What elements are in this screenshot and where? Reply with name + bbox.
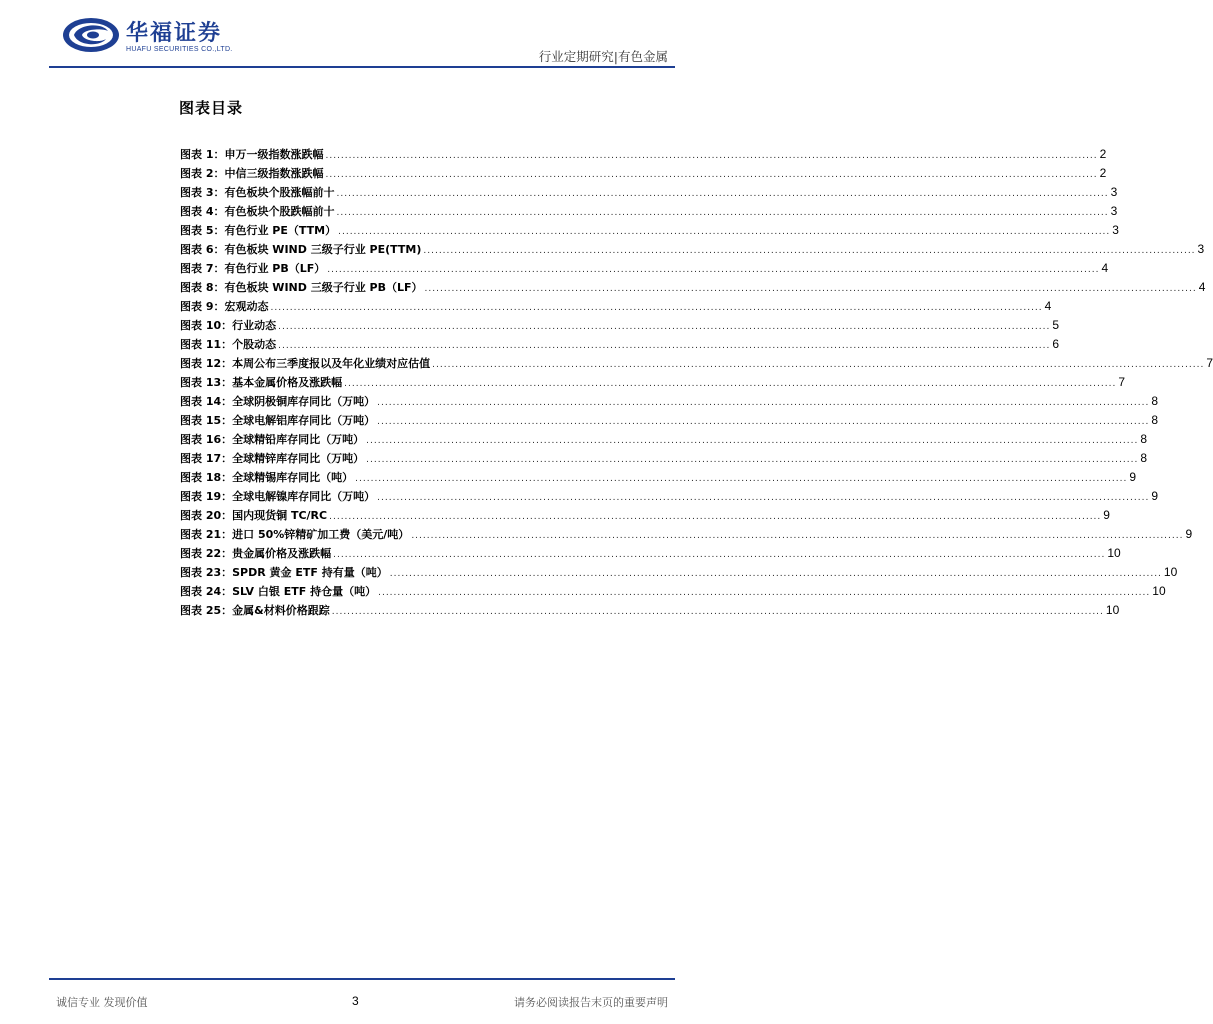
toc-item[interactable]	[180, 335, 1059, 354]
toc-item-label: 图表 20：国内现货铜 TC/RC	[180, 509, 328, 522]
toc-item-label: 图表 6：有色板块 WIND 三级子行业 PE(TTM)	[180, 243, 422, 256]
toc-item-label: 图表 17：全球精锌库存同比（万吨）	[180, 452, 365, 465]
toc-leader-dots: ........................................................................................................................................................................................................	[355, 474, 1128, 484]
toc-leader-dots: ........................................................................................................................................................................................................	[411, 531, 1184, 541]
toc-item-page: 3	[1112, 223, 1119, 237]
toc-leader-dots: ........................................................................................................................................................................................................	[333, 550, 1106, 560]
toc-item-label: 图表 14：全球阴极铜库存同比（万吨）	[180, 395, 376, 408]
toc-item[interactable]	[180, 468, 1136, 487]
toc-leader-dots: ........................................................................................................................................................................................................	[329, 512, 1102, 522]
company-logo	[62, 14, 252, 60]
toc-leader-dots: ........................................................................................................................................................................................................	[325, 151, 1098, 161]
toc-item-label: 图表 22：贵金属价格及涨跌幅	[180, 547, 332, 560]
page-number: 3	[352, 994, 359, 1008]
toc-item-page: 9	[1129, 470, 1136, 484]
toc-leader-dots: ........................................................................................................................................................................................................	[331, 607, 1104, 617]
toc-item-label: 图表 23：SPDR 黄金 ETF 持有量（吨）	[180, 566, 388, 579]
footer-divider	[49, 978, 675, 980]
toc-item-label: 图表 25：金属&材料价格跟踪	[180, 604, 330, 617]
toc-leader-dots: ........................................................................................................................................................................................................	[338, 227, 1111, 237]
toc-item-label: 图表 13：基本金属价格及涨跌幅	[180, 376, 343, 389]
toc-leader-dots: ........................................................................................................................................................................................................	[278, 341, 1051, 351]
toc-item[interactable]	[180, 544, 1121, 563]
logo-english-name: HUAFU SECURITIES CO.,LTD.	[126, 46, 233, 53]
toc-item-page: 8	[1140, 451, 1147, 465]
toc-leader-dots: ........................................................................................................................................................................................................	[377, 493, 1150, 503]
toc-item[interactable]	[180, 316, 1059, 335]
toc-item-page: 7	[1118, 375, 1125, 389]
toc-item-label: 图表 4：有色板块个股跌幅前十	[180, 205, 335, 218]
toc-item-label: 图表 2：中信三级指数涨跌幅	[180, 167, 324, 180]
toc-item[interactable]	[180, 145, 1107, 164]
toc-item-page: 7	[1206, 356, 1213, 370]
toc-item-page: 2	[1099, 147, 1107, 161]
toc-leader-dots: ........................................................................................................................................................................................................	[423, 246, 1196, 256]
toc-item[interactable]	[180, 297, 1052, 316]
toc-leader-dots: ........................................................................................................................................................................................................	[378, 588, 1151, 598]
footer-disclaimer: 请务必阅读报告末页的重要声明	[514, 996, 668, 1009]
toc-leader-dots: ........................................................................................................................................................................................................	[327, 265, 1100, 275]
toc-leader-dots: ........................................................................................................................................................................................................	[325, 170, 1098, 180]
toc-item-page: 6	[1052, 337, 1059, 351]
toc-item[interactable]	[180, 354, 1213, 373]
logo-chinese-name: 华福证券	[126, 21, 223, 46]
toc-item[interactable]	[180, 487, 1158, 506]
toc-item-page: 2	[1099, 166, 1107, 180]
toc-leader-dots: ........................................................................................................................................................................................................	[344, 379, 1117, 389]
toc-item[interactable]	[180, 392, 1158, 411]
toc-leader-dots: ........................................................................................................................................................................................................	[377, 398, 1150, 408]
header-divider	[49, 66, 675, 68]
toc-item-label: 图表 15：全球电解铝库存同比（万吨）	[180, 414, 376, 427]
report-type: 行业定期研究|有色金属	[538, 49, 668, 64]
toc-item[interactable]	[180, 164, 1107, 183]
toc-item[interactable]	[180, 259, 1109, 278]
toc-item-label: 图表 24：SLV 白银 ETF 持仓量（吨）	[180, 585, 377, 598]
toc-item-label: 图表 21：进口 50%锌精矿加工费（美元/吨）	[180, 528, 410, 541]
toc-item-label: 图表 12：本周公布三季度报以及年化业绩对应估值	[180, 357, 431, 370]
toc-item[interactable]	[180, 525, 1193, 544]
toc-item[interactable]	[180, 430, 1147, 449]
toc-item-page: 10	[1152, 584, 1166, 598]
toc-item-page: 10	[1105, 603, 1120, 617]
toc-item[interactable]	[180, 202, 1118, 221]
toc-item-page: 8	[1151, 394, 1158, 408]
toc-leader-dots: ........................................................................................................................................................................................................	[336, 189, 1109, 199]
toc-item-page: 3	[1110, 204, 1118, 218]
toc-leader-dots: ........................................................................................................................................................................................................	[278, 322, 1051, 332]
toc-leader-dots: ........................................................................................................................................................................................................	[424, 284, 1197, 294]
toc-item[interactable]	[180, 582, 1166, 601]
toc-item[interactable]	[180, 506, 1110, 525]
toc-leader-dots: ........................................................................................................................................................................................................	[366, 455, 1139, 465]
toc-item-page: 9	[1151, 489, 1158, 503]
toc-item-label: 图表 8：有色板块 WIND 三级子行业 PB（LF）	[180, 281, 423, 294]
toc-item-page: 3	[1197, 242, 1205, 256]
toc-item-page: 9	[1103, 508, 1110, 522]
toc-item-label: 图表 7：有色行业 PB（LF）	[180, 262, 326, 275]
toc-leader-dots: ........................................................................................................................................................................................................	[336, 208, 1109, 218]
toc-item-page: 10	[1163, 565, 1178, 579]
toc-item-page: 5	[1052, 318, 1059, 332]
toc-item[interactable]	[180, 221, 1119, 240]
toc-item[interactable]	[180, 240, 1205, 259]
toc-list	[180, 145, 1213, 620]
toc-title: 图表目录	[179, 99, 244, 117]
toc-item-page: 8	[1151, 413, 1158, 427]
toc-item-label: 图表 10：行业动态	[180, 319, 277, 332]
toc-item[interactable]	[180, 411, 1158, 430]
toc-item-label: 图表 18：全球精锡库存同比（吨）	[180, 471, 354, 484]
toc-item[interactable]	[180, 183, 1118, 202]
toc-leader-dots: ........................................................................................................................................................................................................	[270, 303, 1043, 313]
toc-item[interactable]	[180, 278, 1206, 297]
toc-item-page: 9	[1185, 527, 1193, 541]
toc-item[interactable]	[180, 373, 1125, 392]
footer-slogan: 诚信专业 发现价值	[56, 996, 148, 1009]
toc-item-label: 图表 16：全球精铅库存同比（万吨）	[180, 433, 365, 446]
toc-item-page: 4	[1198, 280, 1206, 294]
toc-item-page: 4	[1044, 299, 1052, 313]
toc-item[interactable]	[180, 449, 1147, 468]
toc-item-label: 图表 1：申万一级指数涨跌幅	[180, 148, 324, 161]
toc-item-label: 图表 19：全球电解镍库存同比（万吨）	[180, 490, 376, 503]
toc-item-label: 图表 5：有色行业 PE（TTM）	[180, 224, 337, 237]
toc-leader-dots: ........................................................................................................................................................................................................	[377, 417, 1150, 427]
toc-item-page: 8	[1140, 432, 1147, 446]
toc-item[interactable]	[180, 601, 1120, 620]
toc-leader-dots: ........................................................................................................................................................................................................	[389, 569, 1162, 579]
toc-leader-dots: ........................................................................................................................................................................................................	[366, 436, 1139, 446]
toc-item-page: 3	[1110, 185, 1118, 199]
toc-item[interactable]	[180, 563, 1178, 582]
toc-item-label: 图表 9：宏观动态	[180, 300, 269, 313]
huafu-logo-icon	[62, 16, 120, 54]
toc-item-label: 图表 3：有色板块个股涨幅前十	[180, 186, 335, 199]
toc-item-page: 4	[1101, 261, 1109, 275]
toc-leader-dots: ........................................................................................................................................................................................................	[432, 360, 1205, 370]
toc-item-page: 10	[1107, 546, 1121, 560]
toc-item-label: 图表 11：个股动态	[180, 338, 277, 351]
